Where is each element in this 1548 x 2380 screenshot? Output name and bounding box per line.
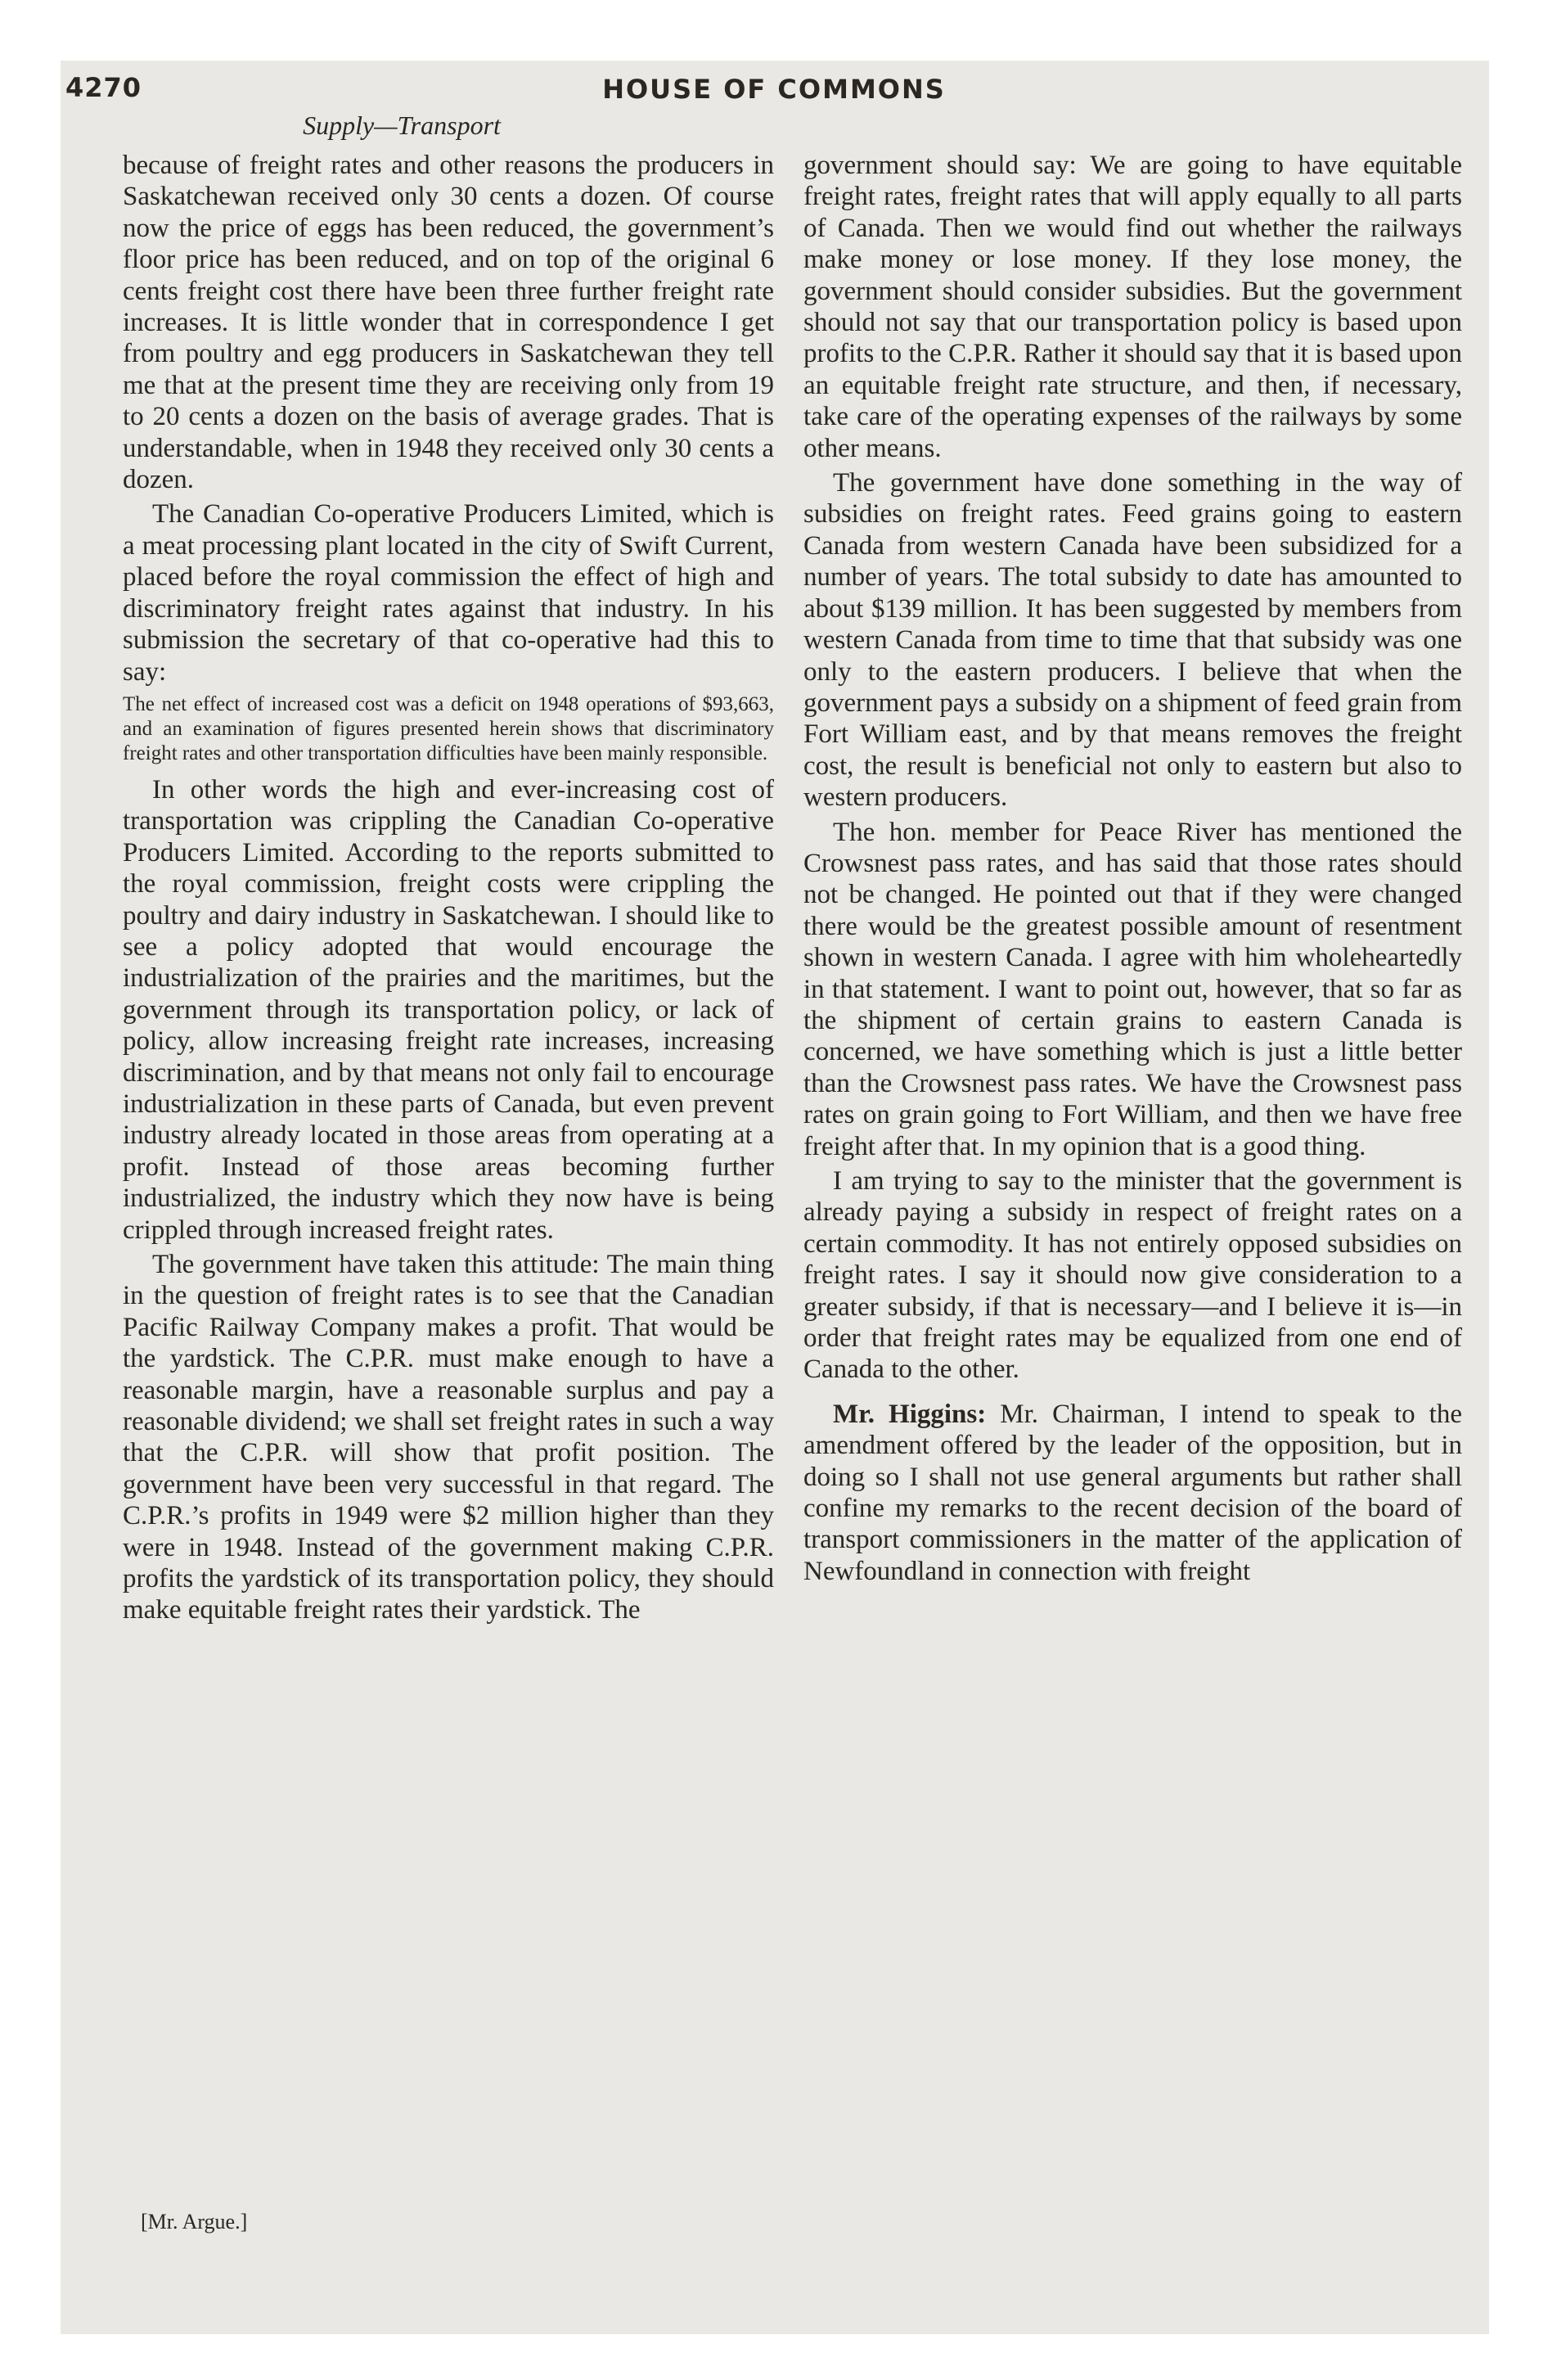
footer-attribution: [Mr. Argue.] <box>141 2210 248 2234</box>
paragraph: I am trying to say to the minister that the government is already paying a subsidy in respect of freight rates on a certain commodity. It has not entirely opposed subsidies on freight rates. I say it should now give consideration to a greater subsidy, if that is necessary—and I believe it is—in order that freight rates may be equalized from one end of Canada to the other. <box>803 1166 1462 1385</box>
left-column <box>123 150 774 1626</box>
paragraph: The government have done something in the way of subsidies on freight rates. Feed grains going to eastern Canada from western Canada have been subsidized for a number of years. The total subsidy to date has amounted to about $139 million. It has been suggested by members from western Canada from time to time that that subsidy was one only to the eastern producers. I believe that when the government pays a subsidy on a shipment of feed grain from Fort William east, and by that means removes the freight cost, the result is beneficial not only to eastern but also to western producers. <box>803 468 1462 813</box>
speech-text: Mr. Chairman, I intend to speak to the amendment offered by the leader of the opposition, but in doing so I shall not use general arguments but rather shall confine my remarks to the recent decision of the board of transport commissioners in the matter of the application of Newfoundland in connection with freight <box>803 1399 1462 1586</box>
paragraph: The hon. member for Peace River has mentioned the Crowsnest pass rates, and has said that those rates should not be changed. He pointed out that if they were changed there would be the greatest possible amount of resentment shown in western Canada. I agree with him wholeheartedly in that statement. I want to point out, however, that so far as the shipment of certain grains to eastern Canada is concerned, we have something which is just a little better than the Crowsnest pass rates. We have the Crowsnest pass rates on grain going to Fort William, and then we have free freight after that. In my opinion that is a good thing. <box>803 817 1462 1161</box>
page-number: 4270 <box>65 72 142 103</box>
running-head: Supply—Transport <box>303 110 501 140</box>
paragraph: The government have taken this attitude: The main thing in the question of freight rates is to see that the Canadian Pacific Railway Company makes a profit. That would be the yardstick. The C.P.R. must make enough to have a reasonable margin, have a reasonable surplus and pay a reasonable dividend; we shall set freight rates in such a way that the C.P.R. will show that profit position. The government have been very successful in that regard. The C.P.R.’s profits in 1949 were $2 million higher than they were in 1948. Instead of the government making C.P.R. profits the yardstick of its transportation policy, they should make equitable freight rates their yardstick. The <box>123 1250 774 1625</box>
paragraph: because of freight rates and other reasons the producers in Saskatchewan received only 30 cents a dozen. Of course now the price of eggs has been reduced, the government’s floor price has been reduced, and on top of the original 6 cents freight cost there have been three further freight rate increases. It is little wonder that in correspondence I get from poultry and egg producers in Saskatchewan they tell me that at the present time they are receiving only from 19 to 20 cents a dozen on the basis of average grades. That is understandable, when in 1948 they received only 30 cents a dozen. <box>123 151 774 495</box>
paragraph: The Canadian Co-operative Producers Limited, which is a meat processing plant located in the city of Swift Current, placed before the royal commission the effect of high and discriminatory freight rates against that industry. In his submission the secretary of that co-operative had this to say: <box>123 499 774 687</box>
paragraph: government should say: We are going to have equitable freight rates, freight rates that will apply equally to all parts of Canada. Then we would find out whether the railways make money or lose money. If they lose money, the government should consider subsidies. But the government should not say that our transportation policy is based upon profits to the C.P.R. Rather it should say that it is based upon an equitable freight rate structure, and then, if necessary, take care of the operating expenses of the railways by some other means. <box>803 151 1462 463</box>
block-quote: The net effect of increased cost was a deficit on 1948 operations of $93,663, and an examination of figures presented herein shows that discriminatory freight rates and other transportation difficulties have been mainly responsible. <box>123 692 774 764</box>
paragraph: In other words the high and ever-increasing cost of transportation was crippling the Canadian Co-operative Producers Limited. According to the reports submitted to the royal commission, freight costs were crippling the poultry and dairy industry in Saskatchewan. I should like to see a policy adopted that would encourage the industrialization of the prairies and the maritimes, but the government through its transportation policy, or lack of policy, allow increasing freight rate increases, increasing discrimination, and by that means not only fail to encourage industrialization in these parts of Canada, but even prevent industry already located in those areas from operating at a profit. Instead of those areas becoming further industrialized, the industry which they now have is being crippled through increased freight rates. <box>123 774 774 1245</box>
speaker-name: Mr. Higgins: <box>833 1399 987 1429</box>
right-column <box>803 150 1462 1587</box>
page-header: HOUSE OF COMMONS <box>602 74 946 105</box>
speech-paragraph <box>803 1399 1462 1587</box>
